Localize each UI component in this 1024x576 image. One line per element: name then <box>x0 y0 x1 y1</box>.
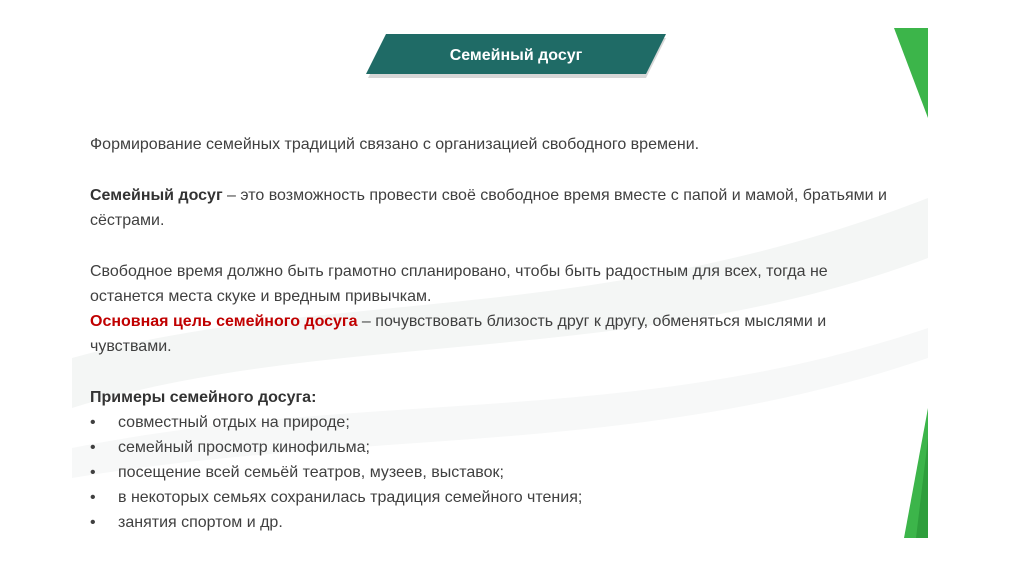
list-item-text: семейный просмотр кинофильма; <box>118 439 370 456</box>
bullet-icon: • <box>90 464 96 481</box>
goal-paragraph <box>90 309 890 359</box>
list-item <box>90 435 890 460</box>
list-item-text: занятия спортом и др. <box>118 514 283 531</box>
bullet-icon: • <box>90 414 96 431</box>
slide <box>72 28 928 538</box>
planning-paragraph: Свободное время должно быть грамотно спланировано, чтобы быть радостным для всех, тогда не останется места скуке и вредным привычкам. <box>90 263 828 305</box>
definition-text: – это возможность провести своё свободное время вместе с папой и мамой, братьями и сёстрами. <box>90 187 887 229</box>
list-item-text: посещение всей семьёй театров, музеев, выставок; <box>118 464 504 481</box>
list-item <box>90 510 890 535</box>
goal-text: – почувствовать близость друг к другу, обменяться мыслями и чувствами. <box>90 313 827 355</box>
examples-list <box>90 410 890 535</box>
list-item-text: в некоторых семьях сохранилась традиция семейного чтения; <box>118 489 583 506</box>
list-item-text: совместный отдых на природе; <box>118 414 350 431</box>
examples-heading: Примеры семейного досуга: <box>90 389 317 406</box>
bullet-icon: • <box>90 489 96 506</box>
list-item <box>90 410 890 435</box>
definition-paragraph <box>90 183 890 233</box>
bullet-icon: • <box>90 439 96 456</box>
bullet-icon: • <box>90 514 96 531</box>
slide-content <box>90 132 890 535</box>
intro-paragraph: Формирование семейных традиций связано с организацией свободного времени. <box>90 136 700 153</box>
goal-term: Основная цель семейного досуга <box>90 313 358 330</box>
definition-term: Семейный досуг <box>90 187 223 204</box>
list-item <box>90 485 890 510</box>
list-item <box>90 460 890 485</box>
page-title: Семейный досуг <box>449 47 583 64</box>
